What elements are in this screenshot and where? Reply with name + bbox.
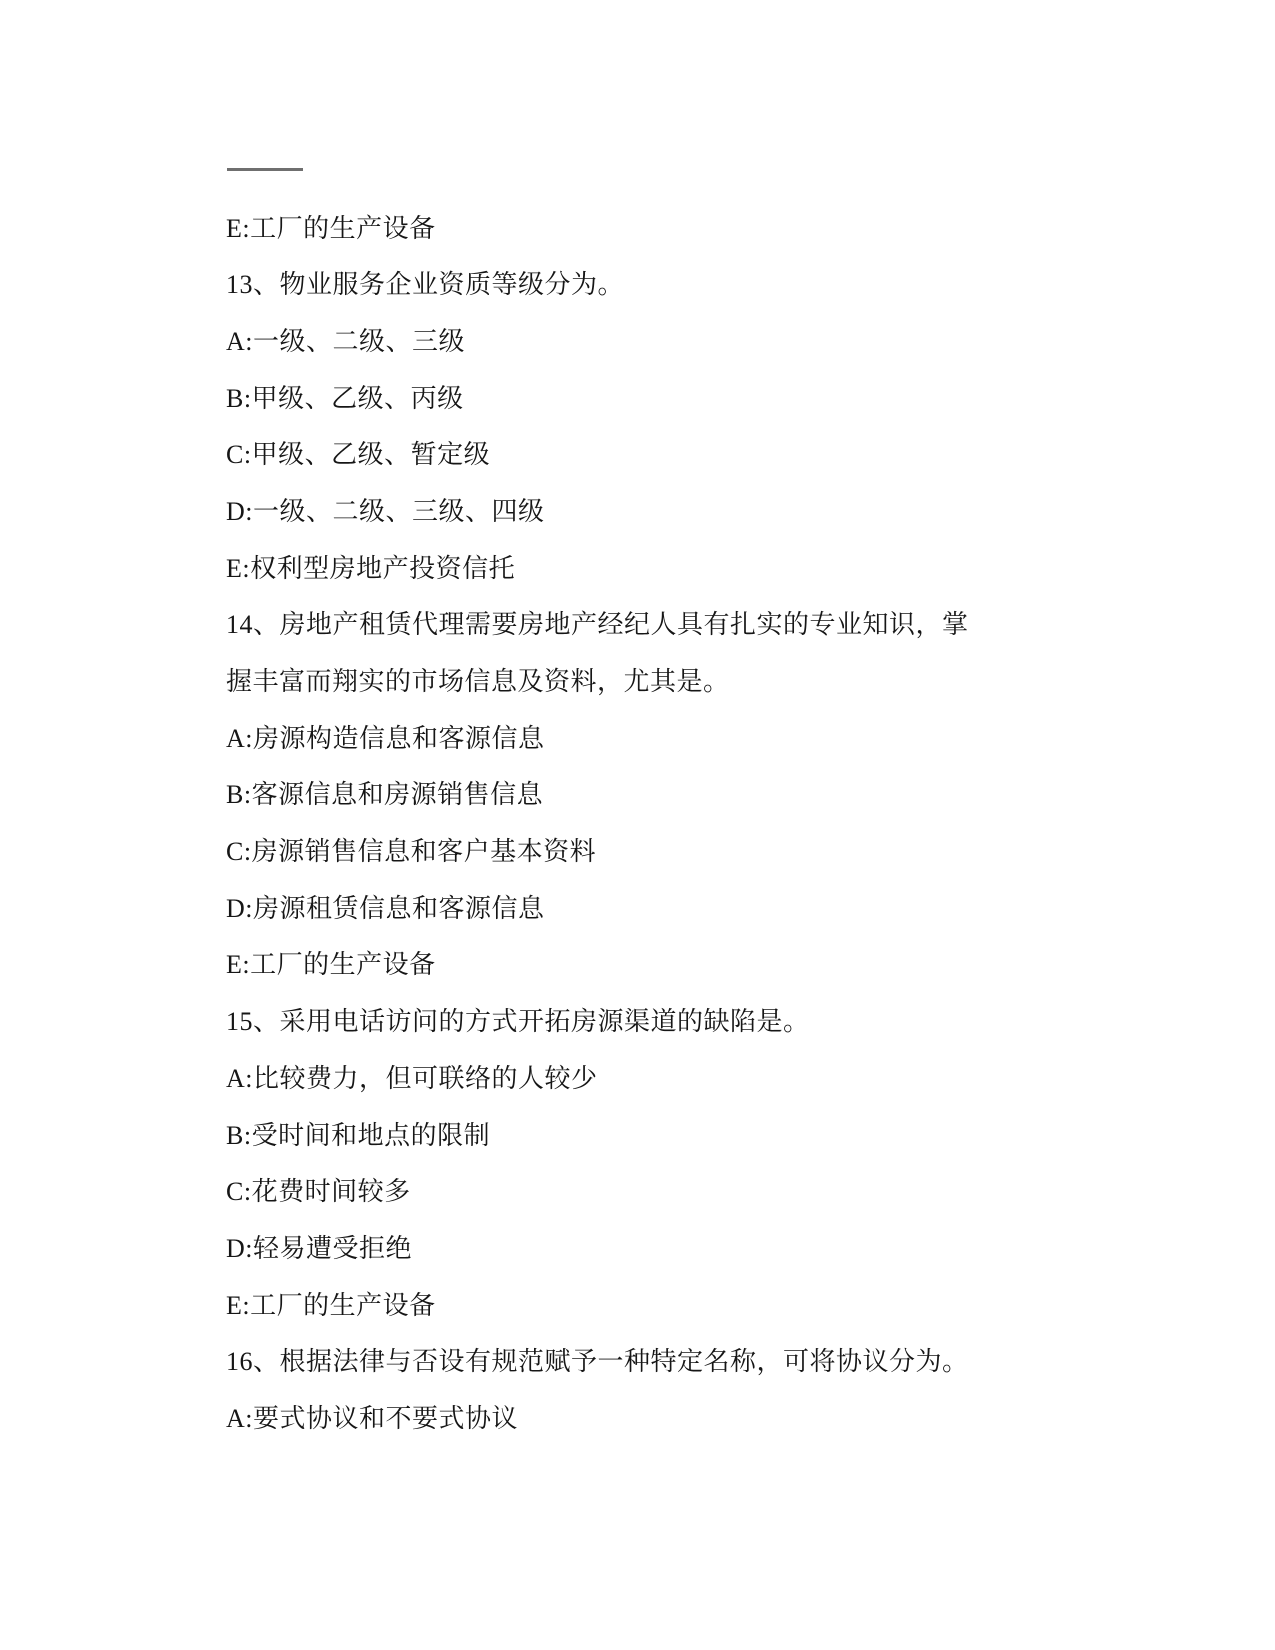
option-line: E:工厂的生产设备 [226, 213, 436, 243]
option-line: A:比较费力，但可联络的人较少 [226, 1063, 598, 1093]
text-block [226, 141, 1275, 1445]
option-line: D:一级、二级、三级、四级 [226, 496, 545, 526]
question-continuation-line: 握丰富而翔实的市场信息及资料，尤其是。 [226, 667, 730, 697]
option-line: D:房源租赁信息和客源信息 [226, 893, 545, 923]
question-line: 15、采用电话访问的方式开拓房源渠道的缺陷是。 [226, 1007, 810, 1037]
option-line: A:一级、二级、三级 [226, 326, 466, 356]
option-line: A:要式协议和不要式协议 [226, 1403, 519, 1433]
question-line: 14、房地产租赁代理需要房地产经纪人具有扎实的专业知识，掌 [226, 610, 969, 640]
option-line: E:工厂的生产设备 [226, 1290, 436, 1320]
blank-answer-line [226, 141, 1275, 198]
option-line: E:工厂的生产设备 [226, 950, 436, 980]
option-line: B:受时间和地点的限制 [226, 1120, 491, 1150]
option-line: B:客源信息和房源销售信息 [226, 780, 544, 810]
underline-bar [227, 168, 303, 171]
question-line: 16、根据法律与否设有规范赋予一种特定名称，可将协议分为。 [226, 1347, 969, 1377]
option-line: C:甲级、乙级、暂定级 [226, 440, 491, 470]
option-line: B:甲级、乙级、丙级 [226, 383, 464, 413]
option-line: A:房源构造信息和客源信息 [226, 723, 545, 753]
option-line: D:轻易遭受拒绝 [226, 1233, 413, 1263]
question-line: 13、物业服务企业资质等级分为。 [226, 270, 625, 300]
option-line: C:花费时间较多 [226, 1177, 411, 1207]
option-line: C:房源销售信息和客户基本资料 [226, 837, 597, 867]
option-line: E:权利型房地产投资信托 [226, 553, 516, 583]
